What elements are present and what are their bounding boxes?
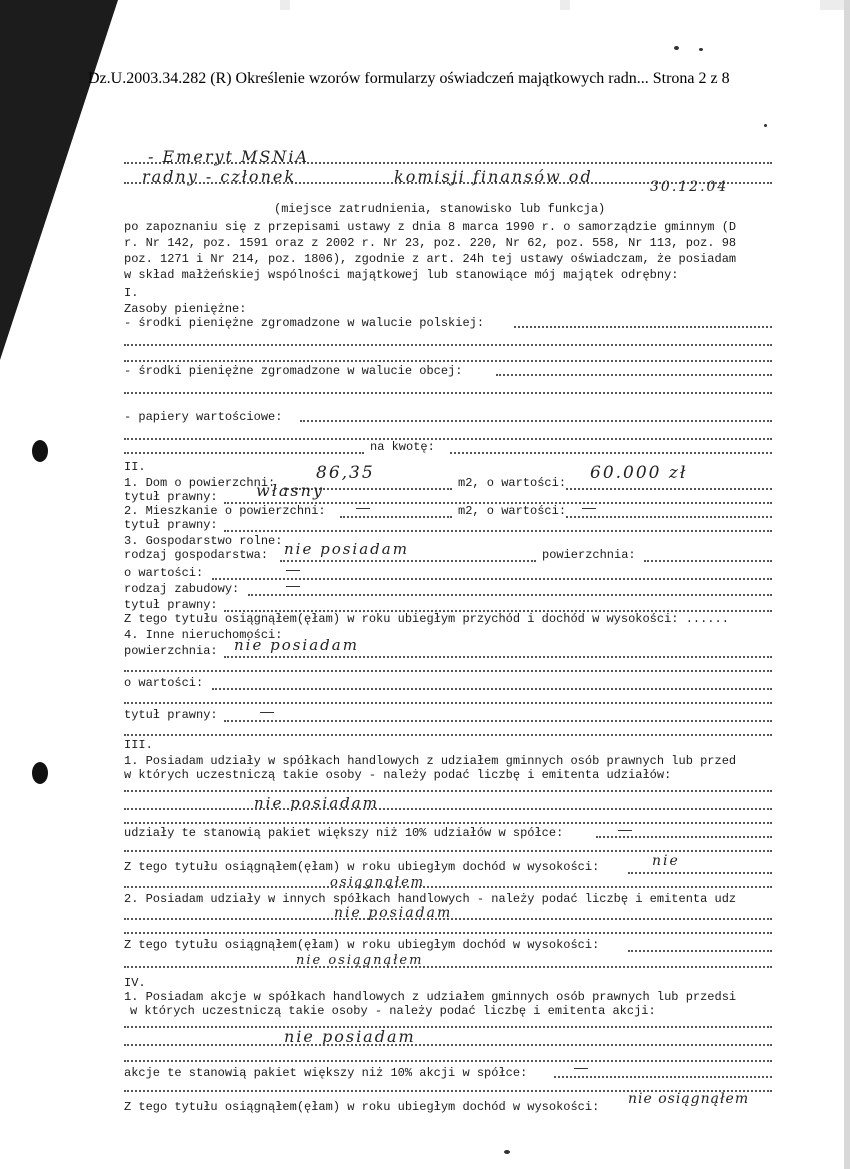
hw-position-2: komisji finansów od <box>394 167 593 186</box>
hw-iii-income-b: osiągnąłem <box>330 875 426 890</box>
section-i: I. <box>124 286 139 300</box>
label-dom: 1. Dom o powierzchni: <box>124 476 276 490</box>
dotted-line <box>124 1044 772 1046</box>
label-tytul: tytuł prawny: <box>124 708 218 722</box>
hw-iv-income: nie osiągnąłem <box>628 1091 750 1107</box>
label-dochod: Z tego tytułu osiągnąłem(ęłam) w roku ubiegłym dochód w wysokości: <box>124 860 607 874</box>
scan-dark-corner <box>0 0 118 360</box>
dotted-line <box>124 1026 772 1028</box>
dotted-line <box>224 656 772 658</box>
section-iv: IV. <box>124 976 146 990</box>
dotted-line <box>248 594 772 596</box>
dotted-line <box>224 530 772 532</box>
dotted-line <box>124 670 772 672</box>
dotted-line <box>212 688 772 690</box>
hw-position: radny - członek <box>142 167 297 186</box>
label-dochod: Z tego tytułu osiągnąłem(ęłam) w roku ubiegłym dochód w wysokości: <box>124 1100 607 1114</box>
dotted-line <box>224 720 772 722</box>
label-akcje1: 1. Posiadam akcje w spółkach handlowych z udziałem gminnych osób prawnych lub przedsi <box>124 990 737 1004</box>
dotted-line <box>496 374 772 376</box>
label-akcje1b: w których uczestniczą takie osoby - należy podać liczbę i emitenta akcji: <box>130 1004 656 1018</box>
hw-date: 30.12.04 <box>650 179 729 195</box>
label-o-wartosci: o wartości: <box>124 676 204 690</box>
label-przychod: Z tego tytułu osiągnąłem(ęłam) w roku ubiegłym przychód i dochód w wysokości: ...... <box>124 612 729 626</box>
hw-iii-income-a: nie <box>652 853 680 869</box>
label-powierzchnia: powierzchnia: <box>124 644 218 658</box>
hw-dom-area: 86,35 <box>316 463 375 483</box>
label-inne: 4. Inne nieruchomości: <box>124 628 283 642</box>
dotted-line <box>450 452 772 454</box>
scan-top-edge <box>0 0 850 10</box>
punch-hole-bottom <box>32 762 48 784</box>
dotted-line <box>554 1076 772 1078</box>
punch-hole-top <box>32 440 48 462</box>
dotted-line <box>124 360 772 362</box>
dotted-line <box>514 326 772 328</box>
dotted-line <box>628 950 772 952</box>
label-gospodarstwo: 3. Gospodarstwo rolne: <box>124 534 283 548</box>
hw-iv1: nie posiadam <box>284 1027 416 1046</box>
dotted-line <box>566 488 772 490</box>
dotted-line <box>124 344 772 346</box>
scan-speck <box>699 48 703 51</box>
label-papiery: - papiery wartościowe: <box>124 410 290 424</box>
scan-speck <box>674 46 679 50</box>
dotted-line <box>628 872 772 874</box>
dotted-line <box>596 836 772 838</box>
intro-line: r. Nr 142, poz. 1591 oraz z 2002 r. Nr 23, poz. 220, Nr 62, poz. 558, Nr 113, poz. 98 <box>124 236 737 250</box>
label-na-kwote: na kwotę: <box>370 440 443 454</box>
label-o-wartosci: o wartości: <box>124 566 204 580</box>
scan-right-edge <box>844 0 850 1169</box>
intro-line: po zapoznaniu się z przepisami ustawy z dnia 8 marca 1990 r. o samorządzie gminnym (D <box>124 220 737 234</box>
blank-dash <box>582 508 596 509</box>
label-mieszkanie: 2. Mieszkanie o powierzchni: <box>124 504 326 518</box>
dotted-line <box>124 886 772 888</box>
hw-employer: - Emeryt MSNiA <box>148 147 310 166</box>
dotted-line <box>124 790 772 792</box>
dotted-line <box>280 560 536 562</box>
label-tytul: tytuł prawny: <box>124 490 218 504</box>
label-udzialy1b: w których uczestniczą takie osoby - należy podać liczbę i emitenta udziałów: <box>124 768 672 782</box>
label-zasoby: Zasoby pieniężne: <box>124 302 247 316</box>
label-powierzchnia: powierzchnia: <box>542 548 636 562</box>
dotted-line <box>644 560 772 562</box>
label-udzialy-10: udziały te stanowią pakiet większy niż 10% udziałów w spółce: <box>124 826 571 840</box>
label-m2-wartosci: m2, o wartości: <box>458 476 567 490</box>
dotted-line <box>124 734 772 736</box>
blank-dash <box>356 508 370 509</box>
hw-iii2: nie posiadam <box>334 905 453 921</box>
label-tytul: tytuł prawny: <box>124 518 218 532</box>
dotted-line <box>300 420 772 422</box>
scan-speck <box>504 1150 510 1154</box>
dotted-line <box>124 932 772 934</box>
label-dochod: Z tego tytułu osiągnąłem(ęłam) w roku ubiegłym dochód w wysokości: <box>124 938 607 952</box>
label-udzialy2: 2. Posiadam udziały w innych spółkach handlowych - należy podać liczbę i emitenta udz <box>124 892 737 906</box>
dotted-line <box>124 702 772 704</box>
dotted-line <box>124 1060 772 1062</box>
section-ii: II. <box>124 460 146 474</box>
blank-dash <box>286 570 300 571</box>
section-iii: III. <box>124 738 153 752</box>
dotted-line <box>124 392 772 394</box>
scan-speck <box>764 124 767 127</box>
dotted-line <box>124 822 772 824</box>
hw-other: nie posiadam <box>234 636 359 654</box>
hw-farm: nie posiadam <box>284 540 409 558</box>
label-rodzaj: rodzaj gospodarstwa: <box>124 548 269 562</box>
caption: (miejsce zatrudnienia, stanowisko lub funkcja) <box>274 202 606 216</box>
blank-dash <box>260 712 274 713</box>
hw-dom-title: własny <box>256 481 324 500</box>
hw-iii2-income: nie osiągnąłem <box>296 953 424 968</box>
label-m2-wartosci: m2, o wartości: <box>458 504 567 518</box>
dotted-line <box>566 516 772 518</box>
dotted-line <box>124 162 772 164</box>
intro-line: w skład małżeńskiej wspólności majątkowej lub stanowiące mój majątek odrębny: <box>124 268 679 282</box>
label-udzialy1: 1. Posiadam udziały w spółkach handlowych z udziałem gminnych osób prawnych lub przed <box>124 754 737 768</box>
dotted-line <box>124 808 772 810</box>
dotted-line <box>124 452 364 454</box>
label-tytul: tytuł prawny: <box>124 598 218 612</box>
intro-line: poz. 1271 i Nr 214, poz. 1806), zgodnie z art. 24h tej ustawy oświadczam, że posiadam <box>124 252 737 266</box>
blank-dash <box>618 830 632 831</box>
hw-dom-value: 60.000 zł <box>590 463 688 483</box>
hw-iii1: nie posiadam <box>254 794 379 812</box>
dotted-line <box>212 578 772 580</box>
label-zabudowy: rodzaj zabudowy: <box>124 582 240 596</box>
dotted-line <box>124 438 772 440</box>
dotted-line <box>124 966 772 968</box>
page-header: Dz.U.2003.34.282 (R) Określenie wzorów formularzy oświadczeń majątkowych radn... Strona 2 z 8 <box>88 70 730 87</box>
label-srodki-obce: - środki pieniężne zgromadzone w walucie obcej: <box>124 364 470 378</box>
label-akcje-10: akcje te stanowią pakiet większy niż 10% akcji w spółce: <box>124 1066 535 1080</box>
blank-dash <box>574 1068 588 1069</box>
label-srodki-pl: - środki pieniężne zgromadzone w walucie polskiej: <box>124 316 492 330</box>
dotted-line <box>340 516 452 518</box>
blank-dash <box>286 586 300 587</box>
